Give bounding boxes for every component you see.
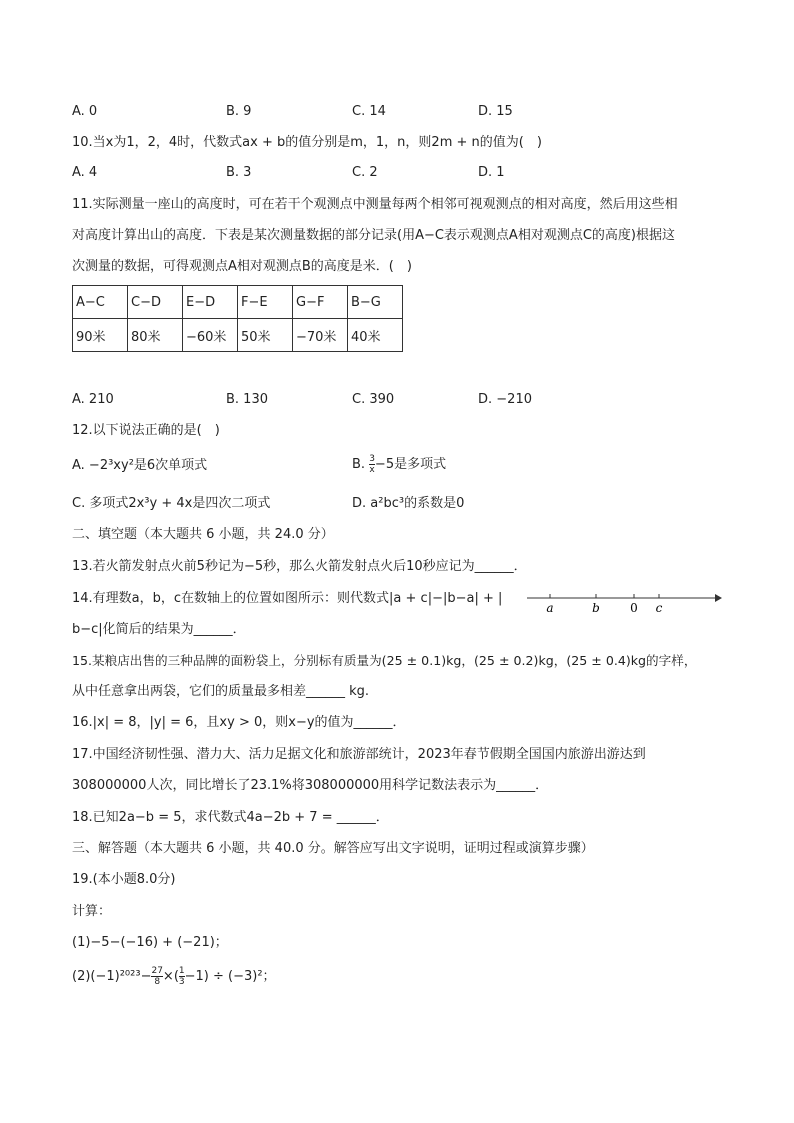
fraction-denominator: 3: [178, 977, 185, 987]
fraction-numerator: 3: [369, 454, 375, 464]
q19-part-2-c: −1) ÷ (−3)²；: [184, 969, 276, 984]
q17-line-2: 308000000人次，同比增长了23.1%将308000000用科学记数法表示为______．: [72, 778, 549, 793]
q10-option-c: C. 2: [352, 165, 378, 180]
table-cell: E−D: [183, 286, 238, 319]
q11-option-d: D. −210: [478, 392, 532, 407]
q11-line-2: 对高度计算出山的高度．下表是某次测量数据的部分记录(用A−C表示观测点A相对观测点C的高度)根据这: [72, 228, 675, 243]
table-cell: C−D: [128, 286, 183, 319]
q11-option-c: C. 390: [352, 392, 395, 407]
q9-option-d: D. 15: [478, 104, 513, 119]
fraction-numerator: 27: [151, 966, 163, 976]
table-cell: 80米: [128, 319, 183, 352]
fraction-numerator: 1: [178, 966, 185, 976]
table-header-row: [73, 286, 403, 319]
q19-part-2-a: (2)(−1)²⁰²³−: [72, 969, 152, 984]
table-cell: F−E: [238, 286, 293, 319]
table-row: [73, 319, 403, 352]
label-zero: 0: [630, 601, 638, 615]
q11-option-b: B. 130: [226, 392, 268, 407]
label-c: c: [655, 601, 663, 615]
q11-option-a: A. 210: [72, 392, 114, 407]
q15-line-1: 15.某粮店出售的三种品牌的面粉袋上，分别标有质量为(25 ± 0.1)kg，(25 ± 0.2)kg，(25 ± 0.4)kg的字样，: [72, 653, 697, 668]
q19-part-2-b: ×(: [162, 969, 179, 984]
q9-option-b: B. 9: [226, 104, 252, 119]
q12-option-d: D. a²bc³的系数是0: [352, 496, 465, 511]
q10-option-d: D. 1: [478, 165, 505, 180]
q13-text: 13.若火箭发射点火前5秒记为−5秒，那么火箭发射点火后10秒应记为______．: [72, 559, 527, 574]
table-cell: B−G: [348, 286, 403, 319]
q19-part-2: [72, 966, 276, 987]
q19-title: 19.(本小题8.0分): [72, 872, 176, 887]
q10-text: 10.当x为1，2，4时，代数式ax + b的值分别是m，1，n，则2m + n的值为( ): [72, 135, 542, 150]
q12-option-a: A. −2³xy²是6次单项式: [72, 458, 208, 473]
section-3-heading: 三、解答题（本大题共 6 小题，共 40.0 分。解答应写出文字说明，证明过程或演算步骤）: [72, 841, 594, 856]
fraction-denominator: 8: [154, 977, 161, 987]
q11-line-3: 次测量的数据，可得观测点A相对观测点B的高度是米．( ): [72, 259, 412, 274]
q11-line-1: 11.实际测量一座山的高度时，可在若干个观测点中测量每两个相邻可视观测点的相对高度，然后用这些相: [72, 197, 678, 212]
q15-line-2: 从中任意拿出两袋，它们的质量最多相差______ kg.: [72, 684, 370, 699]
q10-option-b: B. 3: [226, 165, 252, 180]
arrow-icon: [715, 594, 722, 602]
q19-prompt: 计算：: [72, 904, 112, 919]
q19-part-1: (1)−5−(−16) + (−21)；: [72, 935, 228, 950]
label-b: b: [592, 601, 600, 615]
q12-option-b: [352, 454, 446, 475]
q12-option-b-prefix: B.: [352, 457, 370, 472]
number-line-figure: [527, 588, 722, 618]
q10-option-a: A. 4: [72, 165, 98, 180]
table-cell: −70米: [293, 319, 348, 352]
label-a: a: [546, 601, 554, 615]
q9-option-a: A. 0: [72, 104, 98, 119]
table-cell: −60米: [183, 319, 238, 352]
q12-text: 12.以下说法正确的是( ): [72, 423, 220, 438]
table-cell: 50米: [238, 319, 293, 352]
q14-line-2: b−c|化简后的结果为______．: [72, 622, 246, 637]
q12-option-b-suffix: −5是多项式: [374, 457, 447, 472]
q17-line-1: 17.中国经济韧性强、潜力大、活力足据文化和旅游部统计，2023年春节假期全国国内旅游出游达到: [72, 747, 646, 762]
table-cell: G−F: [293, 286, 348, 319]
table-cell: 90米: [73, 319, 128, 352]
table-cell: 40米: [348, 319, 403, 352]
fraction-27-8: [151, 966, 162, 987]
q11-measurement-table: [72, 285, 403, 352]
section-2-heading: 二、填空题（本大题共 6 小题，共 24.0 分）: [72, 527, 334, 542]
q9-option-c: C. 14: [352, 104, 386, 119]
q16-text: 16.|x| = 8，|y| = 6，且xy > 0，则x−y的值为______．: [72, 715, 406, 730]
q12-option-c: C. 多项式2x³y + 4x是四次二项式: [72, 496, 271, 511]
fraction-denominator: x: [369, 465, 375, 475]
table-cell: A−C: [73, 286, 128, 319]
q18-text: 18.已知2a−b = 5，求代数式4a−2b + 7 = ______．: [72, 810, 389, 825]
q14-line-1: 14.有理数a，b，c在数轴上的位置如图所示：则代数式|a + c|−|b−a| + |: [72, 591, 503, 606]
